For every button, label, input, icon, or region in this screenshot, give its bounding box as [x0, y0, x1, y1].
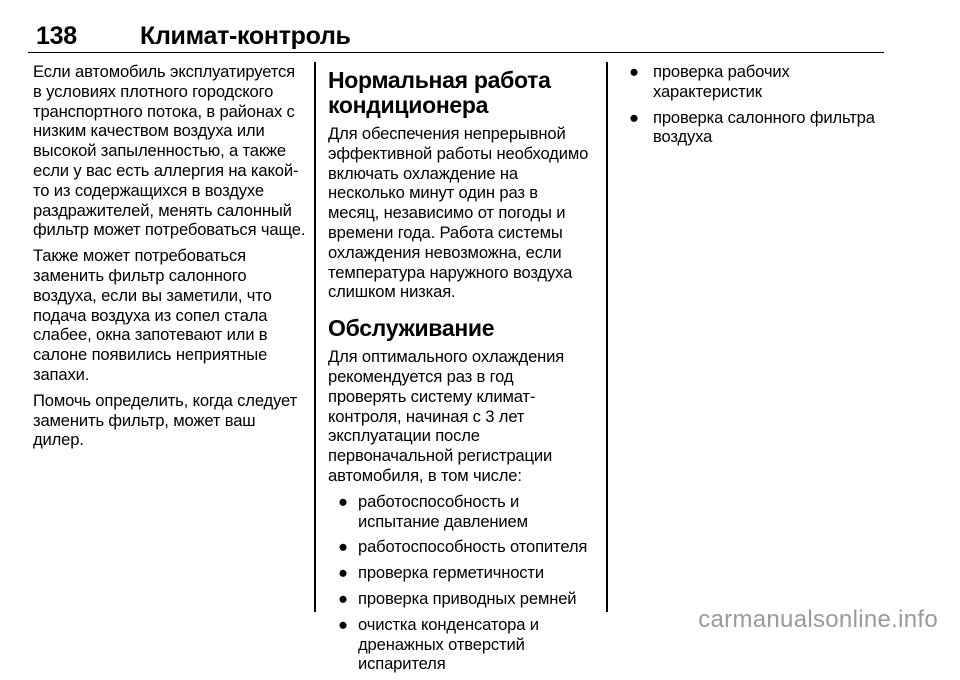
bullet-icon: ● [629, 62, 639, 81]
column-middle [328, 68, 592, 680]
list-item [328, 615, 592, 674]
list-item-text: проверка рабочих характеристик [653, 62, 790, 101]
heading-normal-operation: Нормальная работа кондиционера [328, 67, 551, 118]
maintenance-list-continued [625, 62, 887, 147]
list-item [625, 108, 887, 148]
column-right [625, 62, 887, 153]
page-header [28, 20, 884, 53]
bullet-icon: ● [629, 107, 639, 127]
list-item-text: очистка конденсатора и дренажных отверстий испарителя [358, 614, 539, 674]
list-item-text: проверка приводных ремней [358, 588, 577, 608]
paragraph-filter-symptoms: Также может потребоваться заменить фильтр салонного воздуха, если вы заметили, что подача воздуха из сопел стала слабее, окна запотевают или в салоне появились неприятные запахи. [33, 246, 272, 384]
column-left [33, 62, 308, 456]
list-item [328, 537, 592, 557]
list-item [625, 62, 887, 102]
watermark-text: carmanualsonline.info [698, 606, 938, 633]
paragraph-dealer-help: Помочь определить, когда следует заменить фильтр, может ваш дилер. [33, 390, 298, 450]
paragraph-normal-operation: Для обеспечения непрерывной эффективной работы необходимо включать охлаждение на несколько минут один раз в месяц, независимо от погоды и времени года. Работа системы охлаждения невозможна, если температура наружного воздуха слишком низкая. [328, 124, 589, 302]
list-item [328, 589, 592, 609]
bullet-icon: ● [338, 588, 348, 608]
list-item-text: проверка салонного фильтра воздуха [653, 107, 875, 147]
page-number: 138 [36, 22, 77, 50]
list-item [328, 563, 592, 583]
bullet-icon: ● [338, 537, 348, 557]
bullet-icon: ● [338, 614, 348, 634]
column-divider-right [606, 62, 608, 612]
list-item-text: проверка герметичности [358, 563, 544, 583]
list-item-text: работоспособность отопителя [358, 537, 588, 557]
bullet-icon: ● [338, 563, 348, 583]
chapter-title: Климат-контроль [140, 22, 351, 50]
column-divider-left [314, 62, 316, 612]
list-item [328, 492, 592, 532]
maintenance-list [328, 492, 592, 674]
bullet-icon: ● [338, 491, 348, 511]
list-item-text: работоспособность и испытание давлением [358, 491, 528, 531]
heading-maintenance: Обслуживание [328, 315, 495, 342]
paragraph-filter-conditions: Если автомобиль эксплуатируется в условиях плотного городского транспортного потока, в районах с низким качеством воздуха или высокой запыленностью, а также если у вас есть аллергия на какой-то из содержащихся в воздухе раздражителей, менять салонный фильтр может потребоваться чаще. [33, 62, 306, 240]
paragraph-maintenance: Для оптимального охлаждения рекомендуется раз в год проверять систему климат-контроля, начиная с 3 лет эксплуатации после первоначальной регистрации автомобиля, в том числе: [328, 347, 565, 485]
